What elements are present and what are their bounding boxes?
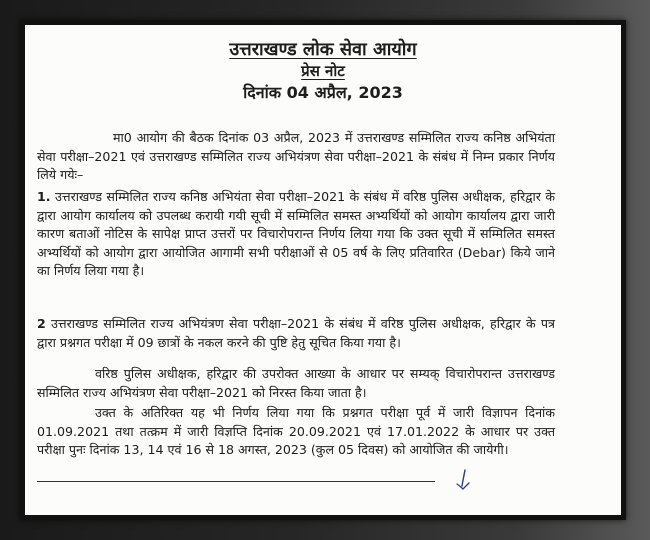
exam-schedule-paragraph: उक्त के अतिरिक्त यह भी निर्णय लिया गया कि प्रश्नगत परीक्षा पूर्व में जारी विज्ञापन दिनांक 01.09.2021 तथा तत्क्रम में जारी विज्ञप्ति दिनांक 20.09.2021 एवं 17.01.2022 के आधार पर उक्त परीक्षा पुनः दिनांक 13, 14 एवं 16 से 18 अगस्त, 2023 (कुल 05 दिवस) को आयोजित की जायेगी। (37, 405, 555, 458)
intro-paragraph: मा0 आयोग की बैठक दिनांक 03 अप्रैल, 2023 में उत्तराखण्ड सम्मिलित राज्य कनिष्ठ अभियंता सेवा परीक्षा–2021 एवं उत्तराखण्ड सम्मिलित राज्य अभियंत्रण सेवा परीक्षा–2021 के संबंध में निम्न प्रकार निर्णय लिये गयेः– (37, 130, 555, 183)
signature-mark (453, 469, 473, 491)
organization-heading: उत्तराखण्ड लोक सेवा आयोग (229, 39, 417, 60)
point-2-number: 2 (37, 316, 46, 331)
point-1-paragraph (37, 188, 555, 281)
point-1-number: 1. (37, 189, 51, 204)
point-2-text: उत्तराखण्ड सम्मिलित राज्य अभियंत्रण सेवा परीक्षा–2021 के संबंध में वरिष्ठ पुलिस अधीक्षक, हरिद्वार के पत्र द्वारा प्रश्नगत परीक्षा में 09 छात्रों के नकल करने की पुष्टि हेतु सूचित किया गया है। (37, 316, 555, 350)
point-1-text: उत्तराखण्ड सम्मिलित राज्य कनिष्ठ अभियंता सेवा परीक्षा–2021 के संबंध में वरिष्ठ पुलिस अधीक्षक, हरिद्वार के द्वारा आयोग कार्यालय को उपलब्ध करायी गयी सूची में सम्मिलित समस्त अभ्यर्थियों को आयोग कार्यालय द्वारा जारी कारण बताओं नोटिस के सापेक्ष प्राप्त उत्तरों पर विचारोपरान्त निर्णय लिया गया कि उक्त सूची में सम्मिलित समस्त अभ्यर्थियों को आयोग द्वारा आयोजित आगामी सभी परीक्षाओं से 05 वर्ष के लिए प्रतिवारित (Debar) किये जाने का निर्णय लिया गया है। (37, 189, 555, 279)
date-heading: दिनांक 04 अप्रैल, 2023 (243, 83, 403, 102)
closing-rule (37, 481, 435, 482)
press-note-document (25, 25, 621, 515)
point-2-followup-paragraph: वरिष्ठ पुलिस अधीक्षक, हरिद्वार की उपरोक्त आख्या के आधार पर सम्यक् विचारोपरान्त उत्तराखण्ड सम्मिलित राज्य अभियंत्रण सेवा परीक्षा–2021 को निरस्त किया जाता है। (37, 366, 555, 400)
press-note-heading: प्रेस नोट (301, 62, 345, 80)
point-2-paragraph (37, 315, 555, 352)
